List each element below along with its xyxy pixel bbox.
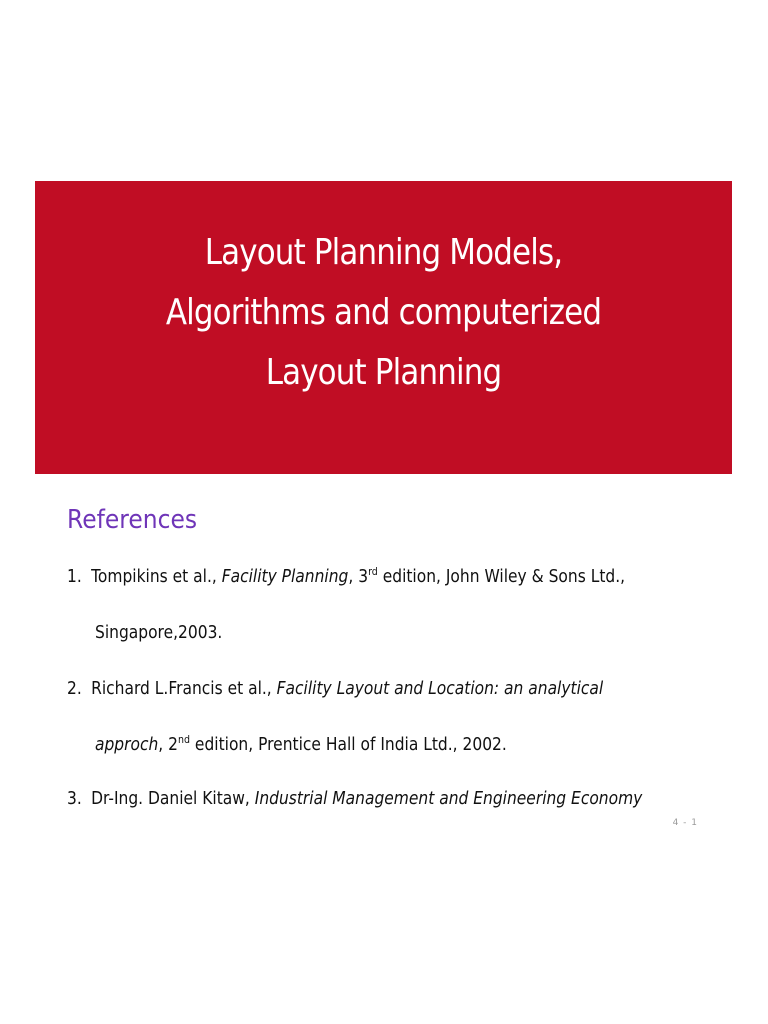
reference-1-after-work: , 3 (348, 566, 369, 587)
reference-3-line-1 (67, 784, 642, 814)
title-line-2: Algorithms and computerized (165, 292, 602, 333)
reference-1-number: 1. (67, 566, 82, 587)
slide-title (84, 223, 683, 403)
reference-3-number: 3. (67, 788, 82, 809)
reference-1-continuation: Singapore,2003. (95, 622, 223, 643)
reference-2-after-work: , 2 (158, 734, 179, 755)
reference-3-authors: Dr-Ing. Daniel Kitaw, (91, 788, 255, 809)
reference-2-line-2 (95, 730, 507, 760)
reference-2-rest: edition, Prentice Hall of India Ltd., 2002. (190, 734, 507, 755)
references-heading: References (67, 505, 198, 535)
reference-1-line-1 (67, 562, 625, 592)
reference-2-number: 2. (67, 678, 82, 699)
reference-1-work: Facility Planning (221, 566, 349, 587)
reference-2-work: Facility Layout and Location: an analytical (276, 678, 604, 699)
reference-2-work-continuation: approch (95, 734, 159, 755)
reference-2-line-1 (67, 674, 603, 704)
page-number: 4 - 1 (672, 818, 698, 828)
reference-3-work: Industrial Management and Engineering Economy (254, 788, 643, 809)
reference-1-line-2 (95, 618, 222, 648)
reference-2-authors: Richard L.Francis et al., (91, 678, 277, 699)
reference-1-sup: rd (368, 565, 378, 578)
reference-1-rest: edition, John Wiley & Sons Ltd., (377, 566, 626, 587)
title-band (35, 181, 732, 474)
reference-2-sup: nd (178, 733, 191, 746)
title-line-3: Layout Planning (265, 352, 502, 393)
reference-1-authors: Tompikins et al., (91, 566, 222, 587)
title-line-1: Layout Planning Models, (204, 232, 563, 273)
